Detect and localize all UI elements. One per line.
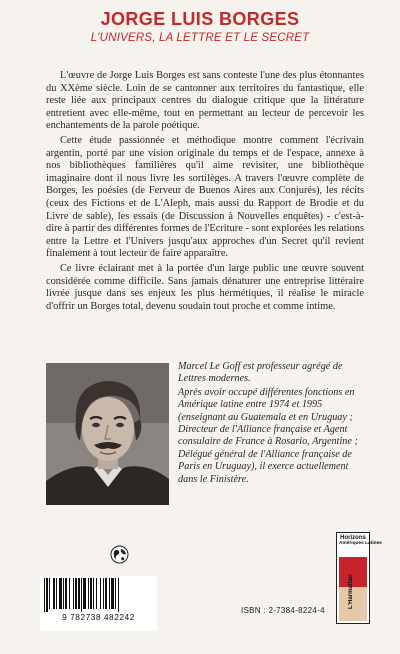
barcode-number: 9 782738 482242 [62,612,135,622]
barcode [40,576,157,631]
isbn: ISBN : 2-7384-8224-4 [241,606,325,615]
barcode-bar [96,578,97,609]
barcode-bar [111,578,114,609]
barcode-bar [105,578,107,609]
barcode-bar [63,578,64,609]
blurb-paragraph-1: L'œuvre de Jorge Luis Borges est sans conteste l'une des plus étonnantes du XXème siècle. Loin de se cantonner aux territoires du fantastique, elle reste liée aux principaux centres du dialogue critique que la littérature entretient avec elle-même, tout en permettant au lecteur de percevoir les enchantements de la parole poétique. [46,70,364,132]
barcode-bar [100,578,101,609]
series-line-2: Amériques Latines [339,541,382,547]
barcode-bar [59,578,62,609]
barcode-bar [115,578,116,609]
bio-paragraph-1: Marcel Le Goff est professeur agrégé de Lettres modernes. [178,361,343,385]
barcode-bar [88,578,89,609]
barcode-bar [65,578,67,609]
blurb-paragraph-2: Cette étude passionnée et méthodique montre comment l'écrivain argentin, porté par une vision originale du temps et de l'espace, annexe à nos bibliothèques familières qu'il aime revisiter, une bibliothèque imaginaire dont il nous livre les sortilèges. A travers l'œuvre complète de Borges, les poésies (de Ferveur de Buenos Aires aux Conjurés), les récits (ceux des Fictions et de L'Aleph, mais aussi du Rapport de Brodie et du Livre de sable), les essais (de Discussion à Nouvelles enquêtes) - c'est-à-dire à partir des différentes formes de l'Ecriture - sont explorées les relations entre la Lettre et l'Univers jusqu'aux approches d'un Secret qu'il revient finalement à tout lecteur de faire apparaître. [46,134,364,260]
blurb [46,70,364,315]
book-subtitle: L'UNIVERS, LA LETTRE ET LE SECRET [90,32,310,44]
barcode-bar [103,578,104,609]
barcode-bar [83,578,86,609]
bio-paragraph-2: Après avoir occupé différentes fonctions en Amérique latine entre 1974 et 1995 (enseignant au Guatemala et en Uruguay ; Directeur de l'Alliance française et Agent consulaire de France à Rosario, Argentine ; Délégué général de l'Alliance française de Paris en Uruguay), il exerce actuellement dans le Finistère. [178,386,358,485]
author-photo [46,363,169,505]
author-bio [178,361,368,487]
publisher-name: L'Harmattan [348,574,354,610]
globe-icon [110,545,129,564]
barcode-bar [118,578,119,612]
barcode-bar [49,578,50,609]
series-line-1: Horizons [340,535,366,541]
series-logo [336,532,382,624]
book-title: JORGE LUIS BORGES [100,9,300,29]
author-portrait-drawing [46,363,169,505]
barcode-bar [53,578,55,609]
barcode-bar [69,578,70,609]
barcode-bar [93,578,94,609]
blurb-paragraph-3: Ce livre éclairant met à la portée d'un large public une œuvre souvent considérée comme difficile. Sans jamais dénaturer une entreprise littéraire livrée jusque dans ses enjeux les plus hermétiques, il réalise le miracle d'offrir un Borges total, devenu soudain tout proche et comme intime. [46,262,364,312]
barcode-bar [75,578,77,609]
barcode-bar [109,578,110,609]
barcode-bar [90,578,92,609]
barcode-bars [40,576,157,612]
barcode-bar [46,578,48,612]
barcode-bar [81,578,82,612]
barcode-bar [44,578,45,612]
barcode-bar [73,578,74,609]
barcode-bar [78,578,80,609]
barcode-bar [56,578,57,609]
series-name [339,535,382,555]
